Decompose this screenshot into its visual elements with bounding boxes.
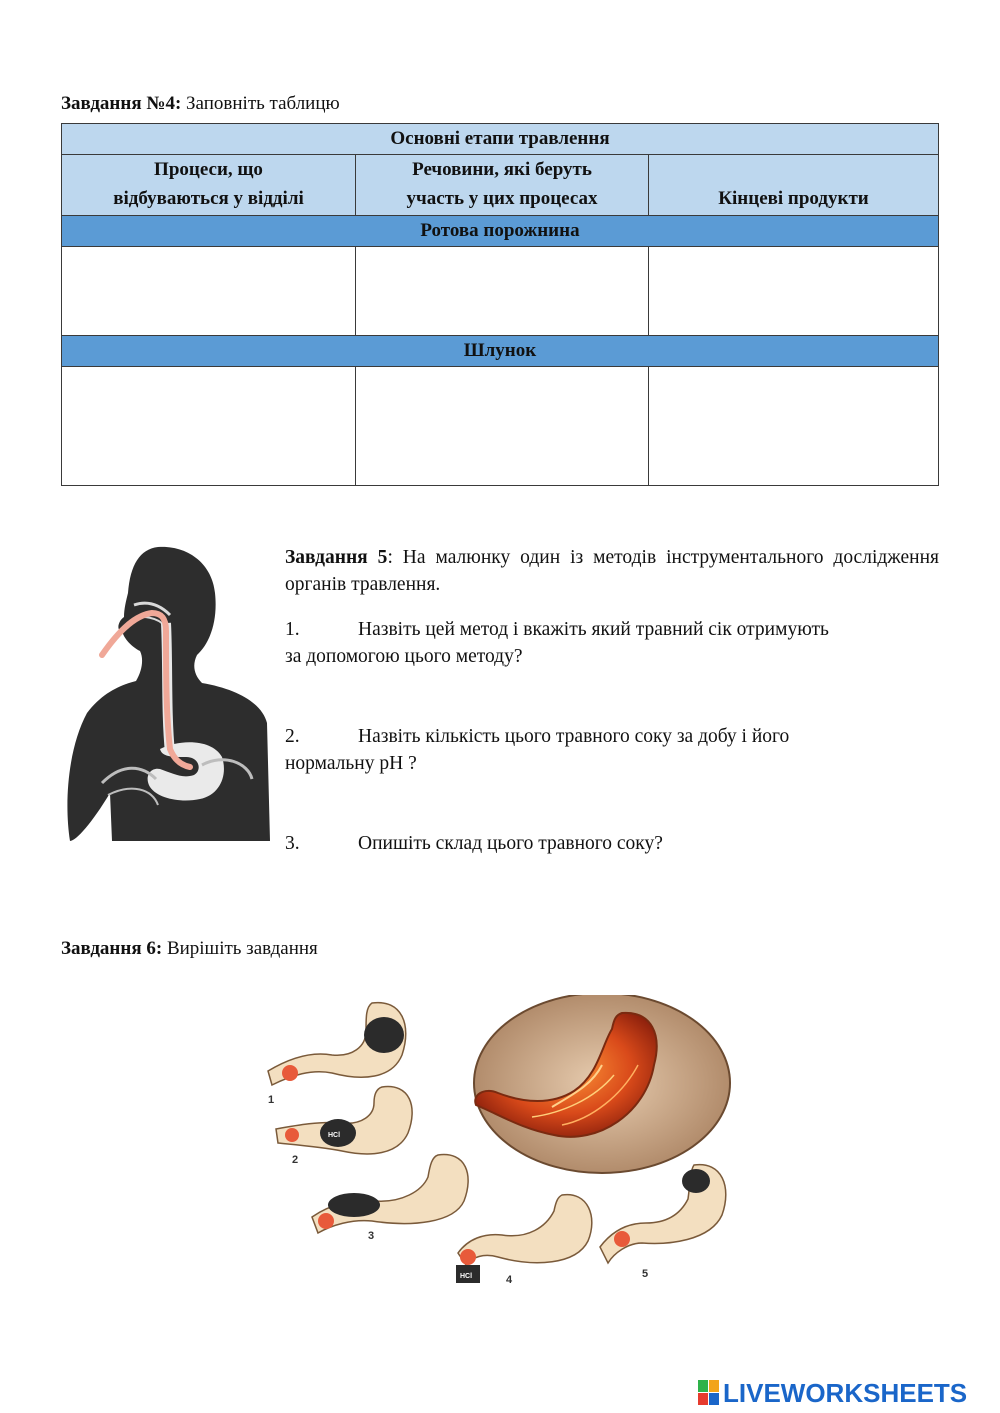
task5-question-3 bbox=[285, 830, 939, 857]
answer-cell-oral-substances[interactable] bbox=[356, 247, 649, 336]
task5-question-2 bbox=[285, 723, 939, 777]
task5-label: Завдання 5 bbox=[285, 547, 388, 568]
stomach-variant-2 bbox=[276, 1087, 412, 1166]
answer-cell-stomach-processes[interactable] bbox=[62, 367, 356, 486]
q3-line1: Опишіть склад цього травного соку? bbox=[358, 833, 663, 854]
col1-line1: Процеси, що bbox=[154, 159, 263, 180]
answer-cell-oral-products[interactable] bbox=[649, 247, 939, 336]
task6-label: Завдання 6: bbox=[61, 938, 163, 959]
q2-line2: нормальну рН ? bbox=[285, 753, 417, 774]
svg-text:3: 3 bbox=[368, 1230, 375, 1242]
answer-cell-stomach-products[interactable] bbox=[649, 367, 939, 486]
gastric-probe-illustration bbox=[62, 543, 272, 841]
liveworksheets-logo-icon bbox=[698, 1380, 720, 1406]
section-oral-cavity: Ротова порожнина bbox=[62, 216, 939, 247]
task6-title bbox=[61, 938, 318, 960]
q2-number: 2. bbox=[285, 726, 300, 747]
task5-text: : На малюнку один із методів інструментального дослідження органів травлення. bbox=[285, 547, 939, 595]
task5-question-1 bbox=[285, 616, 939, 670]
col1-line2: відбуваються у відділі bbox=[113, 188, 304, 209]
q2-line1: Назвіть кількість цього травного соку за добу і його bbox=[358, 726, 790, 747]
svg-text:4: 4 bbox=[506, 1274, 513, 1286]
column-header-substances bbox=[356, 155, 649, 216]
q1-line2: за допомогою цього методу? bbox=[285, 646, 523, 667]
hcl-label-2: HCl bbox=[328, 1132, 341, 1139]
col2-line2: участь у цих процесах bbox=[406, 188, 598, 209]
answer-cell-oral-processes[interactable] bbox=[62, 247, 356, 336]
stomach-variant-3 bbox=[312, 1155, 468, 1242]
task6-text: Вирішіть завдання bbox=[162, 938, 318, 959]
stomach-variant-5 bbox=[600, 1165, 726, 1280]
task4-text: Заповніть таблицю bbox=[181, 93, 340, 114]
liveworksheets-logo[interactable] bbox=[698, 1378, 967, 1408]
hcl-label-4: HCl bbox=[460, 1273, 473, 1280]
liveworksheets-brand: LIVEWORKSHEETS bbox=[723, 1377, 968, 1408]
column-header-processes bbox=[62, 155, 356, 216]
col2-line1: Речовини, які беруть bbox=[412, 159, 592, 180]
section-stomach: Шлунок bbox=[62, 336, 939, 367]
answer-cell-stomach-substances[interactable] bbox=[356, 367, 649, 486]
stomach-figure bbox=[262, 995, 742, 1295]
task4-label: Завдання №4: bbox=[61, 93, 182, 114]
digestion-table bbox=[61, 123, 939, 486]
q3-number: 3. bbox=[285, 833, 300, 854]
svg-text:2: 2 bbox=[292, 1154, 299, 1166]
table-title: Основні етапи травлення bbox=[62, 124, 939, 155]
column-header-end-products: Кінцеві продукти bbox=[649, 155, 939, 216]
q1-line1: Назвіть цей метод і вкажіть який травний сік отримують bbox=[358, 619, 829, 640]
svg-text:1: 1 bbox=[268, 1094, 275, 1106]
q1-number: 1. bbox=[285, 619, 300, 640]
task4-title bbox=[61, 93, 340, 115]
task5-intro bbox=[285, 544, 939, 598]
stomach-variant-4 bbox=[456, 1195, 592, 1286]
svg-text:5: 5 bbox=[642, 1268, 649, 1280]
